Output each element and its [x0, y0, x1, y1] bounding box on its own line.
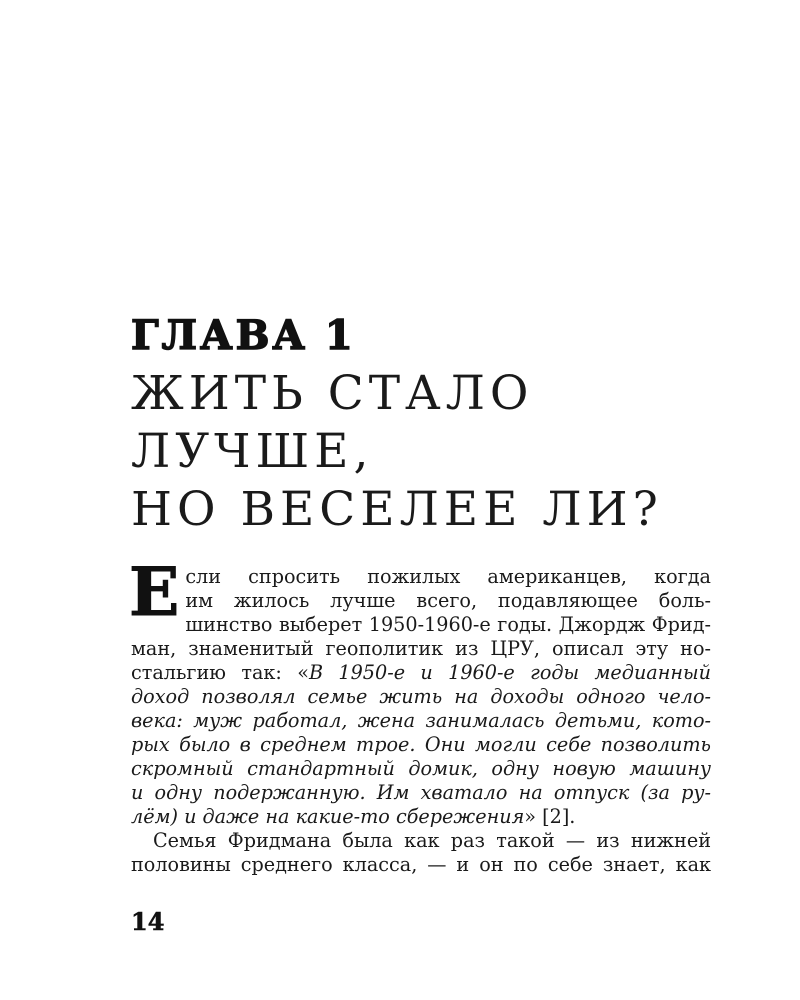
paragraph-line: им жилось лучше всего, подавляющее боль-: [185, 589, 711, 612]
line-plain: стальгию так: «: [131, 661, 309, 684]
paragraph-line: сли спросить пожилых американцев, когда: [185, 565, 711, 588]
chapter-title-line-2: ЛУЧШЕ,: [131, 424, 374, 479]
quote-italic: лём) и даже на какие-то сбережения: [131, 805, 525, 828]
page-number: 14: [131, 907, 165, 936]
drop-cap: Е: [129, 553, 180, 631]
quote-italic: доход позволял семье жить на доходы одного чело-: [131, 685, 711, 708]
paragraph-line: ман, знаменитый геополитик из ЦРУ, описал эту но-: [131, 637, 711, 660]
quote-italic: рых было в среднем трое. Они могли себе позволить: [131, 733, 711, 756]
paragraph-line: [131, 685, 711, 709]
citation: » [2].: [524, 805, 576, 828]
quote-italic: скромный стандартный домик, одну новую машину: [131, 757, 711, 780]
chapter-label: ГЛАВА 1: [131, 312, 356, 359]
paragraph-line: [131, 661, 711, 685]
paragraph-line: Семья Фридмана была как раз такой — из нижней: [153, 829, 711, 852]
paragraph-2: [131, 829, 711, 877]
paragraph-line: [131, 781, 711, 805]
chapter-title-line-3: НО ВЕСЕЛЕЕ ЛИ?: [131, 482, 663, 537]
paragraph-line: [131, 709, 711, 733]
paragraph-line: [131, 805, 711, 829]
chapter-title-line-1: ЖИТЬ СТАЛО: [131, 366, 534, 421]
body-text: [129, 553, 711, 877]
quote-italic: В 1950-е и 1960-е годы медианный: [308, 661, 711, 684]
chapter-title: [131, 365, 751, 539]
paragraph-line: [131, 733, 711, 757]
paragraph-1: [129, 553, 711, 829]
paragraph-line: [131, 757, 711, 781]
paragraph-line: половины среднего класса, — и он по себе знает, как: [131, 853, 711, 876]
paragraph-line: шинство выберет 1950-1960-е годы. Джордж Фрид-: [185, 613, 711, 636]
quote-italic: века: муж работал, жена занималась детьми, кото-: [131, 709, 711, 732]
quote-italic: и одну подержанную. Им хватало на отпуск (за ру-: [131, 781, 711, 804]
